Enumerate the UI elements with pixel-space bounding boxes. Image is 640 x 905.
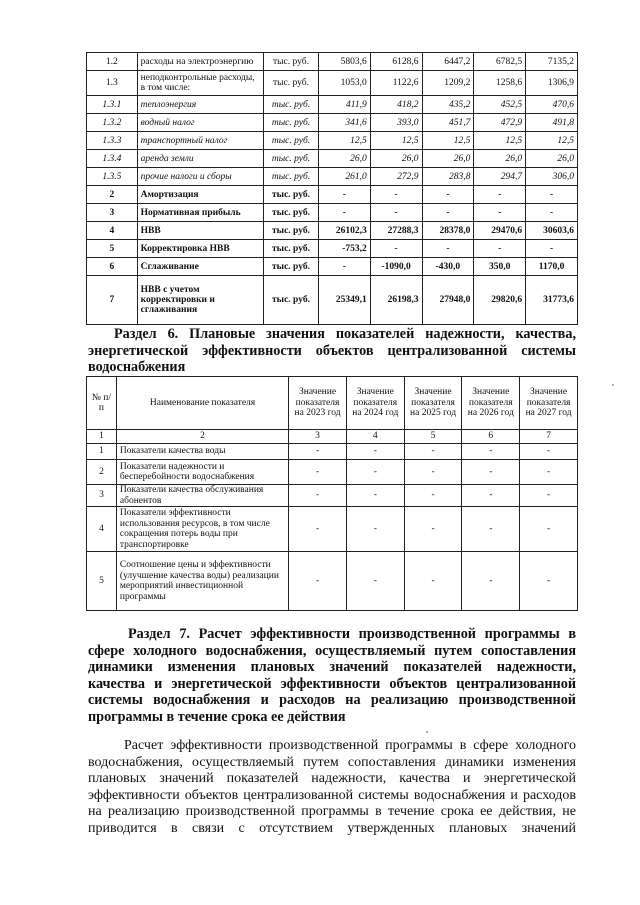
- row-number: 1: [87, 444, 117, 460]
- row-value: -: [404, 444, 462, 460]
- row-name: Показатели надежности и бесперебойности водоснабжения: [116, 460, 288, 485]
- row-value: 451,7: [422, 114, 474, 132]
- row-name: Нормативная прибыль: [137, 204, 263, 222]
- row-number: 1.3.3: [87, 132, 138, 150]
- row-value: -: [520, 552, 578, 611]
- row-value: -: [370, 186, 422, 204]
- table-row: [87, 258, 578, 276]
- row-number: 7: [87, 276, 138, 325]
- index-cell: 7: [520, 430, 578, 444]
- row-name: НВВ: [137, 222, 263, 240]
- row-unit: тыс. руб.: [264, 168, 319, 186]
- row-unit: тыс. руб.: [264, 222, 319, 240]
- row-value: -: [289, 444, 347, 460]
- row-name: расходы на электроэнергию: [137, 53, 263, 71]
- row-name: неподконтрольные расходы, в том числе:: [137, 71, 263, 96]
- row-unit: тыс. руб.: [264, 276, 319, 325]
- row-value: 5803,6: [318, 53, 370, 71]
- row-value: 261,0: [318, 168, 370, 186]
- section-7-paragraph: Расчет эффективности производственной программы в сфере холодного водоснабжения, осуществляемый путем сопоставления динамики изменения плановых значений показателей надежности, качества и энергетической эффективности объектов централизованной системы водоснабжения и расходов на реализацию производственной программы в течение срока ее действия, не приводится в связи с отсутствием утвержденных плановых значений: [88, 738, 576, 836]
- row-value: -: [422, 186, 474, 204]
- row-name: транспортный налог: [137, 132, 263, 150]
- row-value: -: [462, 552, 520, 611]
- row-value: -: [346, 460, 404, 485]
- row-value: -: [520, 460, 578, 485]
- row-value: 29820,6: [474, 276, 526, 325]
- row-unit: тыс. руб.: [264, 204, 319, 222]
- row-value: 7135,2: [526, 53, 578, 71]
- row-value: 26,0: [526, 150, 578, 168]
- row-name: Корректировка НВВ: [137, 240, 263, 258]
- row-value: 28378,0: [422, 222, 474, 240]
- row-value: -: [289, 485, 347, 507]
- row-unit: тыс. руб.: [264, 258, 319, 276]
- row-number: 1.3.5: [87, 168, 138, 186]
- table-row: [87, 96, 578, 114]
- row-value: -: [318, 186, 370, 204]
- header-name: Наименование показателя: [116, 377, 288, 430]
- row-value: -: [462, 444, 520, 460]
- table-row: [87, 186, 578, 204]
- row-value: -1090,0: [370, 258, 422, 276]
- row-number: 1.3: [87, 71, 138, 96]
- row-unit: тыс. руб.: [264, 114, 319, 132]
- row-value: -: [526, 240, 578, 258]
- row-value: 341,6: [318, 114, 370, 132]
- row-number: 4: [87, 222, 138, 240]
- row-number: 2: [87, 186, 138, 204]
- table-row: [87, 507, 578, 552]
- table-row: [87, 71, 578, 96]
- row-value: -: [318, 204, 370, 222]
- table-row: [87, 485, 578, 507]
- row-value: 27288,3: [370, 222, 422, 240]
- header-year-2023: Значение показателя на 2023 год: [289, 377, 347, 430]
- row-value: -: [526, 204, 578, 222]
- row-value: 29470,6: [474, 222, 526, 240]
- row-value: 30603,6: [526, 222, 578, 240]
- row-value: 12,5: [318, 132, 370, 150]
- row-value: -: [404, 507, 462, 552]
- row-value: 1209,2: [422, 71, 474, 96]
- row-value: -: [474, 240, 526, 258]
- scan-speck: [612, 384, 614, 386]
- indicators-table: [86, 376, 578, 611]
- financial-table: [86, 52, 578, 325]
- table-row: [87, 276, 578, 325]
- index-cell: 2: [116, 430, 288, 444]
- index-cell: 5: [404, 430, 462, 444]
- row-value: 6128,6: [370, 53, 422, 71]
- row-value: -753,2: [318, 240, 370, 258]
- indicators-table-index-row: [87, 430, 578, 444]
- financial-table-body: [87, 53, 578, 325]
- row-value: -: [462, 507, 520, 552]
- row-value: 12,5: [422, 132, 474, 150]
- table-row: [87, 150, 578, 168]
- row-value: 283,8: [422, 168, 474, 186]
- row-value: 31773,6: [526, 276, 578, 325]
- row-number: 3: [87, 485, 117, 507]
- table-row: [87, 53, 578, 71]
- row-number: 2: [87, 460, 117, 485]
- row-name: прочие налоги и сборы: [137, 168, 263, 186]
- row-name: Амортизация: [137, 186, 263, 204]
- row-value: -: [346, 444, 404, 460]
- row-name: Сглаживание: [137, 258, 263, 276]
- row-name: НВВ с учетом корректировки и сглаживания: [137, 276, 263, 325]
- row-value: 1170,0: [526, 258, 578, 276]
- row-name: Соотношение цены и эффективности (улучшение качества воды) реализации мероприятий инвестиционной программы: [116, 552, 288, 611]
- row-value: -: [346, 507, 404, 552]
- row-value: 6782,5: [474, 53, 526, 71]
- row-value: 26,0: [474, 150, 526, 168]
- row-value: 27948,0: [422, 276, 474, 325]
- row-value: 26,0: [422, 150, 474, 168]
- row-value: 306,0: [526, 168, 578, 186]
- row-value: 6447,2: [422, 53, 474, 71]
- row-value: 470,6: [526, 96, 578, 114]
- table-row: [87, 444, 578, 460]
- header-year-2026: Значение показателя на 2026 год: [462, 377, 520, 430]
- row-number: 4: [87, 507, 117, 552]
- row-value: -: [474, 204, 526, 222]
- row-value: 1122,6: [370, 71, 422, 96]
- row-number: 3: [87, 204, 138, 222]
- row-name: Показатели качества обслуживания абонентов: [116, 485, 288, 507]
- row-number: 1.3.2: [87, 114, 138, 132]
- table-row: [87, 114, 578, 132]
- row-unit: тыс. руб.: [264, 150, 319, 168]
- row-value: -: [318, 258, 370, 276]
- row-value: -: [404, 460, 462, 485]
- row-value: 294,7: [474, 168, 526, 186]
- header-num: № п/п: [87, 377, 117, 430]
- row-number: 5: [87, 240, 138, 258]
- row-unit: тыс. руб.: [264, 240, 319, 258]
- row-value: 1306,9: [526, 71, 578, 96]
- row-value: 26198,3: [370, 276, 422, 325]
- row-value: 411,9: [318, 96, 370, 114]
- header-year-2024: Значение показателя на 2024 год: [346, 377, 404, 430]
- section-7-heading: Раздел 7. Расчет эффективности производственной программы в сфере холодного водоснабжения, осуществляемый путем сопоставления динамики изменения плановых значений показателей надежности, качества и энергетической эффективности объектов централизованной системы водоснабжения и расходов на реализацию производственной программы в течение срока ее действия: [88, 626, 576, 725]
- row-value: 1053,0: [318, 71, 370, 96]
- row-value: 1258,6: [474, 71, 526, 96]
- row-value: -: [289, 507, 347, 552]
- header-year-2027: Значение показателя на 2027 год: [520, 377, 578, 430]
- row-value: 418,2: [370, 96, 422, 114]
- table-row: [87, 552, 578, 611]
- row-value: -: [520, 444, 578, 460]
- row-number: 1.2: [87, 53, 138, 71]
- row-value: -: [422, 240, 474, 258]
- index-cell: 4: [346, 430, 404, 444]
- row-unit: тыс. руб.: [264, 71, 319, 96]
- row-number: 1.3.4: [87, 150, 138, 168]
- row-value: 26,0: [318, 150, 370, 168]
- table-row: [87, 204, 578, 222]
- table-row: [87, 168, 578, 186]
- row-value: -: [404, 485, 462, 507]
- table-row: [87, 222, 578, 240]
- row-number: 6: [87, 258, 138, 276]
- row-value: -: [370, 240, 422, 258]
- indicators-table-body: [87, 377, 578, 611]
- row-value: 26,0: [370, 150, 422, 168]
- row-value: -430,0: [422, 258, 474, 276]
- row-name: аренда земли: [137, 150, 263, 168]
- indicators-table-header: [87, 377, 578, 430]
- row-value: -: [474, 186, 526, 204]
- index-cell: 3: [289, 430, 347, 444]
- table-row: [87, 460, 578, 485]
- row-value: 12,5: [474, 132, 526, 150]
- row-value: -: [370, 204, 422, 222]
- row-value: 393,0: [370, 114, 422, 132]
- section-6-heading: Раздел 6. Плановые значения показателей надежности, качества, энергетической эффективности объектов централизованной системы водоснабжения: [88, 326, 576, 375]
- header-year-2025: Значение показателя на 2025 год: [404, 377, 462, 430]
- row-value: -: [422, 204, 474, 222]
- row-value: 12,5: [370, 132, 422, 150]
- row-value: -: [404, 552, 462, 611]
- row-value: 472,9: [474, 114, 526, 132]
- row-value: 435,2: [422, 96, 474, 114]
- row-unit: тыс. руб.: [264, 132, 319, 150]
- row-value: -: [520, 507, 578, 552]
- row-value: 491,8: [526, 114, 578, 132]
- row-value: -: [520, 485, 578, 507]
- row-value: -: [462, 485, 520, 507]
- table-row: [87, 240, 578, 258]
- row-value: 25349,1: [318, 276, 370, 325]
- row-value: 26102,3: [318, 222, 370, 240]
- index-cell: 1: [87, 430, 117, 444]
- row-value: -: [289, 552, 347, 611]
- table-row: [87, 132, 578, 150]
- row-value: -: [462, 460, 520, 485]
- row-value: 452,5: [474, 96, 526, 114]
- row-unit: тыс. руб.: [264, 96, 319, 114]
- index-cell: 6: [462, 430, 520, 444]
- row-value: 350,0: [474, 258, 526, 276]
- scan-speck: [426, 731, 428, 733]
- row-value: -: [289, 460, 347, 485]
- row-value: -: [346, 485, 404, 507]
- row-number: 1.3.1: [87, 96, 138, 114]
- row-name: Показатели эффективности использования ресурсов, в том числе сокращения потерь воды при транспортировке: [116, 507, 288, 552]
- row-value: -: [346, 552, 404, 611]
- row-number: 5: [87, 552, 117, 611]
- row-name: водный налог: [137, 114, 263, 132]
- row-unit: тыс. руб.: [264, 186, 319, 204]
- row-unit: тыс. руб.: [264, 53, 319, 71]
- row-name: Показатели качества воды: [116, 444, 288, 460]
- row-value: 12,5: [526, 132, 578, 150]
- row-name: теплоэнергия: [137, 96, 263, 114]
- row-value: -: [526, 186, 578, 204]
- row-value: 272,9: [370, 168, 422, 186]
